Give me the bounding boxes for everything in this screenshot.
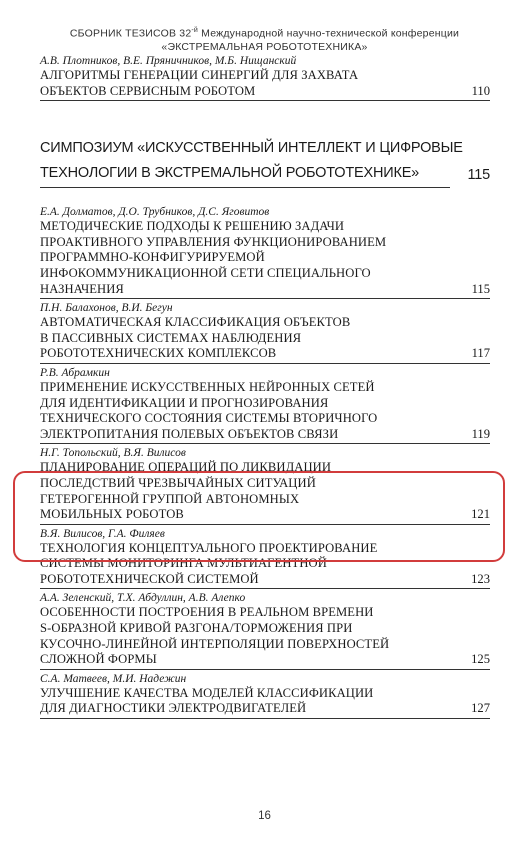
entry-title: [40, 605, 450, 667]
entry-title-line: АЛГОРИТМЫ ГЕНЕРАЦИИ СИНЕРГИЙ ДЛЯ ЗАХВАТА: [40, 68, 359, 82]
symposium-title-line: СИМПОЗИУМ «ИСКУССТВЕННЫЙ ИНТЕЛЛЕКТ И ЦИФРОВЫЕ: [40, 140, 463, 157]
entry-page-number: 119: [471, 426, 490, 441]
toc-entry[interactable]: [40, 302, 490, 367]
entry-title-line: ПРОГРАММНО-КОНФИГУРИРУЕМОЙ: [40, 250, 265, 265]
entry-page-number: 110: [471, 83, 490, 98]
header-line-2: «ЭКСТРЕМАЛЬНАЯ РОБОТОТЕХНИКА»: [161, 40, 368, 53]
header-line-1: [0, 24, 529, 41]
entry-title-line: МОБИЛЬНЫХ РОБОТОВ: [40, 507, 184, 522]
highlight-box: [13, 471, 505, 562]
running-header: [0, 24, 529, 54]
symposium-title-line: ТЕХНОЛОГИИ В ЭКСТРЕМАЛЬНОЙ РОБОТОТЕХНИКЕ»: [40, 165, 420, 182]
entry-authors: П.Н. Балахонов, В.И. Бегун: [40, 302, 173, 315]
entry-title-wrap: [40, 686, 490, 717]
entry-title: [40, 219, 450, 297]
entry-title-line: ГЕТЕРОГЕННОЙ ГРУППОЙ АВТОНОМНЫХ: [40, 491, 300, 506]
entry-title: [40, 68, 450, 99]
entry-title-line: ЭЛЕКТРОПИТАНИЯ ПОЛЕВЫХ ОБЪЕКТОВ СВЯЗИ: [40, 426, 339, 441]
toc-entry[interactable]: [40, 55, 490, 104]
entry-authors: Н.Г. Топольский, В.Я. Вилисов: [40, 447, 186, 460]
entry-page-number: 117: [471, 346, 490, 361]
entry-title-line: В ПАССИВНЫХ СИСТЕМАХ НАБЛЮДЕНИЯ: [40, 330, 302, 345]
entry-rule: [40, 718, 490, 719]
entry-title-line: АВТОМАТИЧЕСКАЯ КЛАССИФИКАЦИЯ ОБЪЕКТОВ: [40, 315, 351, 330]
entry-rule: [40, 298, 490, 299]
entry-title-line: ПРИМЕНЕНИЕ ИСКУССТВЕННЫХ НЕЙРОННЫХ СЕТЕЙ: [40, 379, 375, 394]
entry-title-wrap: [40, 605, 490, 667]
entry-title-line: ОБЪЕКТОВ СЕРВИСНЫМ РОБОТОМ: [40, 83, 256, 98]
entry-title-wrap: [40, 68, 490, 99]
entry-title-line: НАЗНАЧЕНИЯ: [40, 281, 124, 296]
symposium-heading: [40, 136, 490, 188]
toc-entry[interactable]: [40, 673, 490, 722]
toc-entry[interactable]: [40, 206, 490, 302]
entry-title-line: КУСОЧНО-ЛИНЕЙНОЙ ИНТЕРПОЛЯЦИИ ПОВЕРХНОСТЕЙ: [40, 636, 390, 651]
entry-title: [40, 686, 450, 717]
entry-authors: Е.А. Долматов, Д.О. Трубников, Д.С. Яговитов: [40, 206, 270, 219]
header-prefix: СБОРНИК ТЕЗИСОВ 32: [69, 27, 192, 40]
entry-authors: Р.В. Абрамкин: [40, 366, 110, 379]
toc-top-entries: [40, 55, 490, 104]
symposium-page-number: 115: [467, 167, 490, 184]
entry-rule: [40, 363, 490, 364]
entry-title-line: УЛУЧШЕНИЕ КАЧЕСТВА МОДЕЛЕЙ КЛАССИФИКАЦИИ: [40, 685, 374, 700]
page-number: 16: [258, 810, 271, 822]
entry-title-line: ОСОБЕННОСТИ ПОСТРОЕНИЯ В РЕАЛЬНОМ ВРЕМЕНИ: [40, 605, 374, 620]
toc-entry[interactable]: [40, 367, 490, 447]
entry-rule: [40, 669, 490, 670]
entry-title-line: ПОСЛЕДСТВИЙ ЧРЕЗВЫЧАЙНЫХ СИТУАЦИЙ: [40, 475, 316, 490]
entry-title-line: СЛОЖНОЙ ФОРМЫ: [40, 652, 157, 667]
entry-title: [40, 380, 450, 442]
entry-title-line: РОБОТОТЕХНИЧЕСКОЙ СИСТЕМОЙ: [40, 571, 259, 586]
entry-authors: А.В. Плотников, В.Е. Пряничников, М.Б. Нищанский: [40, 55, 297, 67]
entry-title-line: ТЕХНИЧЕСКОГО СОСТОЯНИЯ СИСТЕМЫ ВТОРИЧНОГО: [40, 411, 378, 426]
entry-title-line: ПРОАКТИВНОГО УПРАВЛЕНИЯ ФУНКЦИОНИРОВАНИЕМ: [40, 234, 387, 249]
table-of-contents: [40, 55, 490, 722]
symposium-rule: [40, 187, 450, 188]
entry-page-number: 123: [471, 571, 490, 586]
entry-authors: С.А. Матвеев, М.И. Надежин: [40, 672, 187, 685]
entry-page-number: 125: [471, 652, 490, 667]
entry-title-line: СИСТЕМЫ МОНИТОРИНГА МУЛЬТИАГЕНТНОЙ: [40, 556, 327, 571]
toc-entries: [40, 206, 490, 722]
entry-title-line: ИНФОКОММУНИКАЦИОННОЙ СЕТИ СПЕЦИАЛЬНОГО: [40, 265, 371, 280]
toc-entry[interactable]: [40, 592, 490, 672]
entry-rule: [40, 588, 490, 589]
entry-title-line: ДЛЯ ДИАГНОСТИКИ ЭЛЕКТРОДВИГАТЕЛЕЙ: [40, 701, 307, 716]
entry-title-line: РОБОТОТЕХНИЧЕСКИХ КОМПЛЕКСОВ: [40, 346, 277, 361]
entry-title-line: S-ОБРАЗНОЙ КРИВОЙ РАЗГОНА/ТОРМОЖЕНИЯ ПРИ: [40, 621, 353, 636]
entry-title-line: ПЛАНИРОВАНИЕ ОПЕРАЦИЙ ПО ЛИКВИДАЦИИ: [40, 460, 332, 475]
entry-title: [40, 315, 450, 362]
entry-title-line: ДЛЯ ИДЕНТИФИКАЦИИ И ПРОГНОЗИРОВАНИЯ: [40, 395, 329, 410]
entry-title-line: МЕТОДИЧЕСКИЕ ПОДХОДЫ К РЕШЕНИЮ ЗАДАЧИ: [40, 219, 345, 234]
entry-title-wrap: [40, 315, 490, 362]
entry-title-line: ТЕХНОЛОГИЯ КОНЦЕПТУАЛЬНОГО ПРОЕКТИРОВАНИЕ: [40, 540, 378, 555]
entry-rule: [40, 443, 490, 444]
entry-title-wrap: [40, 219, 490, 297]
entry-page-number: 115: [471, 281, 490, 296]
entry-page-number: 121: [471, 507, 490, 522]
entry-rule: [40, 100, 490, 101]
entry-title-wrap: [40, 380, 490, 442]
entry-page-number: 127: [471, 701, 490, 716]
entry-authors: А.А. Зеленский, Т.Х. Абдуллин, А.В. Алепко: [40, 592, 246, 605]
header-suffix: Международной научно-технической конференции: [198, 27, 460, 40]
header-superscript: -й: [191, 27, 199, 34]
entry-authors: В.Я. Вилисов, Г.А. Филяев: [40, 527, 165, 540]
